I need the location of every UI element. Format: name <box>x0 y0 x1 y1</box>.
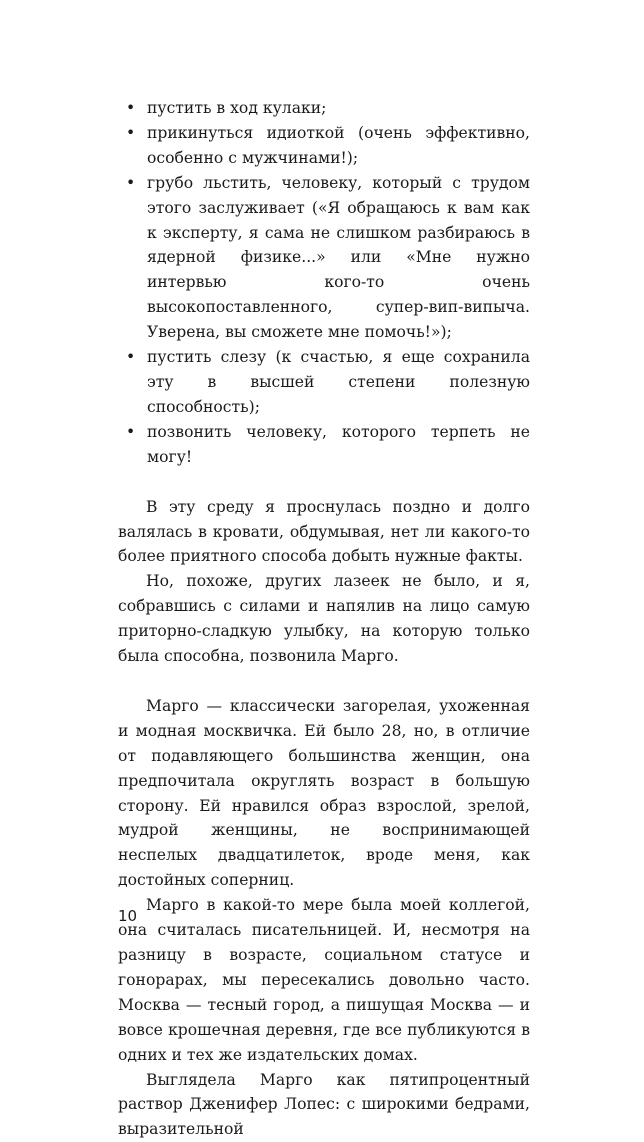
list-item-text: прикинуться идиоткой (очень эффективно, особенно с мужчинами!); <box>147 123 530 167</box>
bullet-list <box>118 96 530 470</box>
bullet-marker: • <box>126 123 136 142</box>
list-item <box>118 171 530 345</box>
list-item <box>118 420 530 470</box>
paragraph: Марго — классически загорелая, ухоженная и модная москвичка. Ей было 28, но, в отличие от подавляющего большинства женщин, она предпочитала округлять возраст в большую сторону. Ей нравился образ взрослой, зрелой, мудрой женщины, не воспринимающей неспелых двадцатилеток, вроде меня, как достойных соперниц. <box>118 696 530 890</box>
text-block <box>118 96 530 1142</box>
bullet-marker: • <box>126 99 136 117</box>
list-item-text: позвонить человеку, которого терпеть не могу! <box>147 422 530 466</box>
list-item-text: пустить в ход кулаки; <box>147 99 327 117</box>
paragraph: Выглядела Марго как пятипроцентный раствор Дженифер Лопес: с широкими бедрами, выразительной <box>118 1070 530 1139</box>
page-number: 10 <box>118 907 138 925</box>
bullet-marker: • <box>126 173 136 192</box>
paragraph: Но, похоже, других лазеек не было, и я, собравшись с силами и напялив на лицо самую приторно-сладкую улыбку, на которую только была способна, позвонила Марго. <box>118 572 530 666</box>
section-gap <box>118 669 530 694</box>
list-item-text: пустить слезу (к счастью, я еще сохранила эту в высшей степени полезную способность); <box>147 348 530 416</box>
paragraph: Марго в какой-то мере была моей коллегой, она считалась писательницей. И, несмотря на разницу в возрасте, социальном статусе и гонорарах, мы пересекались довольно часто. Москва — тесный город, а пишущая Москва — и вовсе крошечная деревня, где все публикуются в одних и тех же издательских домах. <box>118 896 530 1064</box>
list-item <box>118 96 530 121</box>
bullet-marker: • <box>126 348 136 367</box>
list-item-text: грубо льстить, человеку, который с трудом этого заслуживает («Я обращаюсь к вам как к эксперту, я сама не слишком разбираюсь в ядерной физике...» или «Мне нужно интервью кого-то очень высокопоставленного, супер-вип-випыча. Уверена, вы сможете мне помочь!»); <box>147 173 530 342</box>
paragraph: В эту среду я проснулась поздно и долго валялась в кровати, обдумывая, нет ли какого-то более приятного способа добыть нужные факты. <box>118 497 530 566</box>
list-item <box>118 345 530 420</box>
bullet-marker: • <box>126 422 136 441</box>
list-item <box>118 121 530 171</box>
section-gap <box>118 470 530 495</box>
